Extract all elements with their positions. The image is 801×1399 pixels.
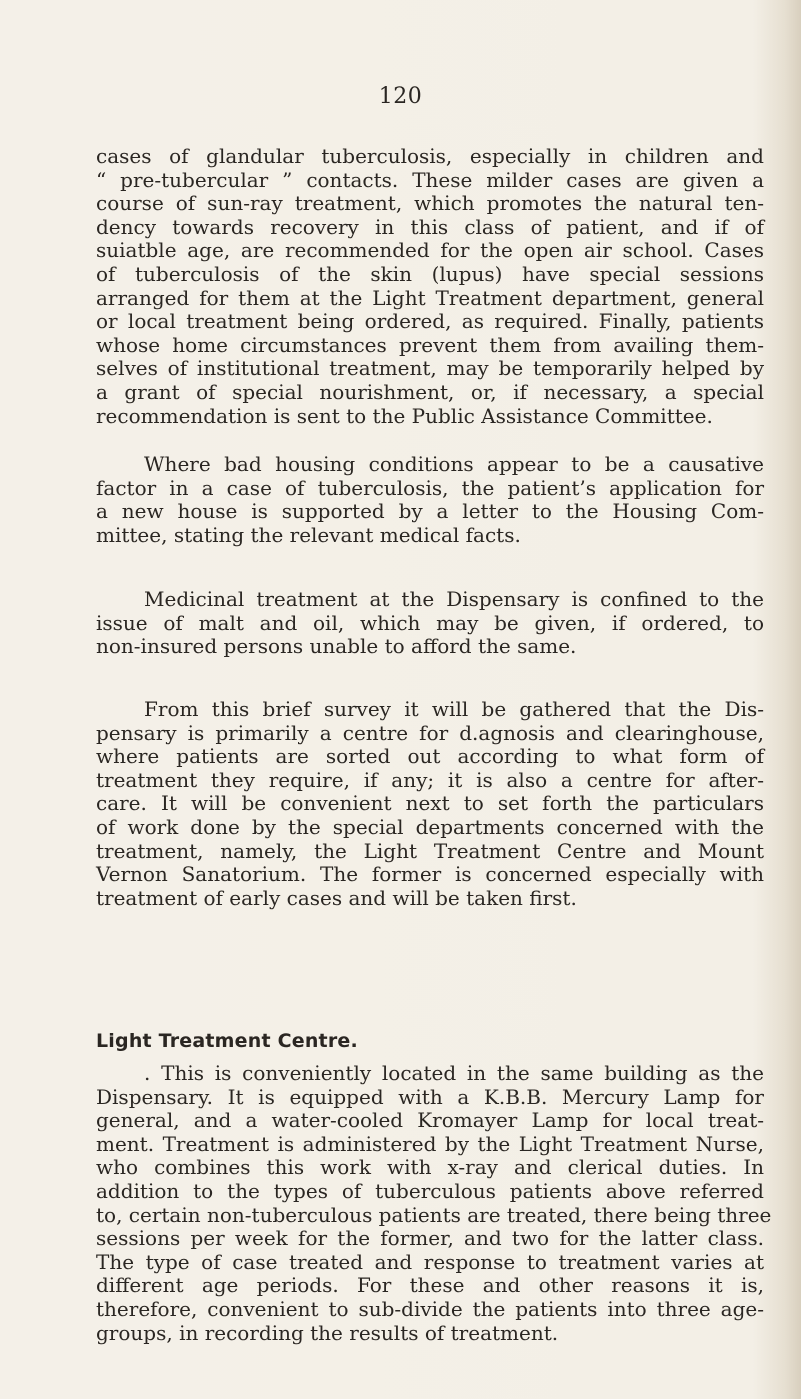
text-line: or local treatment being ordered, as required. Finally, patients [96,309,764,334]
paragraph-2 [96,453,764,547]
text-line: dency towards recovery in this class of patient, and if of [96,214,764,239]
text-line: pensary is primarily a centre for d.agnosis and clearinghouse, [96,720,764,745]
text-line: treatment they require, if any; it is also a centre for after- [96,767,764,792]
text-line: issue of malt and oil, which may be given, if ordered, to [96,610,764,635]
text-line: Medicinal treatment at the Dispensary is confined to the [144,587,764,611]
text-line: a grant of special nourishment, or, if necessary, a special [96,379,764,404]
text-line: where patients are sorted out according to what form of [96,744,764,769]
text-line: to, certain non-tuberculous patients are treated, there being three [96,1202,772,1227]
text-line: The type of case treated and response to treatment varies at [96,1249,764,1274]
text-line: general, and a water-cooled Kromayer Lamp for local treat- [96,1108,764,1133]
text-line: selves of institutional treatment, may be temporarily helped by [96,356,764,381]
text-line: suiatble age, are recommended for the open air school. Cases [96,238,764,263]
paragraph-3 [96,588,764,659]
text-line: care. It will be convenient next to set forth the particulars [96,791,764,816]
text-line: treatment of early cases and will be taken first. [96,885,577,910]
text-line: therefore, convenient to sub-divide the patients into three age- [96,1296,764,1321]
text-line: ment. Treatment is administered by the Light Treatment Nurse, [96,1131,764,1156]
text-line: recommendation is sent to the Public Assistance Committee. [96,403,713,428]
text-line: sessions per week for the former, and two for the latter class. [96,1226,764,1251]
text-line: who combines this work with x-ray and clerical duties. In [96,1155,764,1180]
text-line: From this brief survey it will be gathered that the Dis- [144,697,764,721]
text-line: groups, in recording the results of treatment. [96,1320,559,1345]
text-line: arranged for them at the Light Treatment department, general [96,285,764,310]
text-line: course of sun-ray treatment, which promotes the natural ten- [96,191,764,216]
text-line: Where bad housing conditions appear to be a causative [144,452,764,476]
text-line: factor in a case of tuberculosis, the patient’s application for [96,475,764,500]
text-line: Dispensary. It is equipped with a K.B.B. Mercury Lamp for [96,1084,764,1109]
paragraph-4 [96,698,764,910]
text-line: “ pre-tubercular ” contacts. These milder cases are given a [96,167,764,192]
section-heading: Light Treatment Centre. [96,1030,358,1052]
text-line: mittee, stating the relevant medical facts. [96,522,521,547]
paragraph-1 [96,145,764,428]
text-line: cases of glandular tuberculosis, especially in children and [96,144,764,168]
paragraph-5 [96,1061,772,1345]
text-line: a new house is supported by a letter to the Housing Com- [96,499,764,524]
text-line: whose home circumstances prevent them from availing them- [96,332,764,357]
text-line: treatment, namely, the Light Treatment Centre and Mount [96,838,764,863]
text-line: different age periods. For these and other reasons it is, [96,1273,764,1298]
text-line: . This is conveniently located in the same building as the [144,1061,764,1085]
text-line: of work done by the special departments concerned with the [96,814,764,839]
text-line: non-insured persons unable to afford the same. [96,634,577,659]
text-line: addition to the types of tuberculous patients above referred [96,1178,764,1203]
page-number: 120 [378,84,423,109]
text-line: of tuberculosis of the skin (lupus) have special sessions [96,261,764,286]
text-line: Vernon Sanatorium. The former is concerned especially with [96,862,764,887]
